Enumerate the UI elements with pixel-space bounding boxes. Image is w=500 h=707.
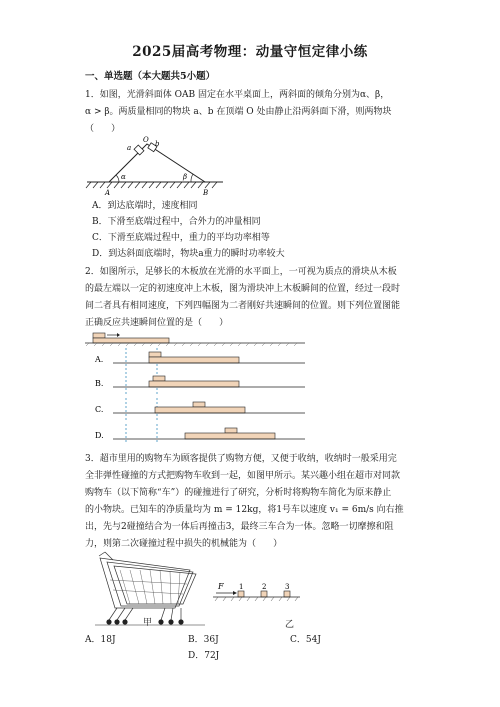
q3-option-a[interactable]: A．18J <box>85 635 116 645</box>
q2-text-line3: 间二者具有相同速度，下列四幅图为二者刚好共速瞬间的位置。则下列位置图能 <box>85 301 401 311</box>
q2-option-a-diagram[interactable] <box>94 348 305 370</box>
q1-option-d[interactable]: D．到达斜面底端时，物块a重力的瞬时功率较大 <box>92 249 285 259</box>
q3-text-line1: 3．超市里用的购物车为顾客提供了购物方便，又便于收纳，收纳时一般采用完 <box>85 454 397 464</box>
q1-option-a[interactable]: A．到达底端时，速度相同 <box>92 201 198 211</box>
q3-text-line6: 力，则第二次碰撞过程中损失的机械能为（ ） <box>85 539 283 549</box>
q2-text-line4: 正确反应共速瞬间位置的是（ ） <box>85 318 229 328</box>
block-3-label: 3 <box>285 583 290 591</box>
q2-label-b: B. <box>95 379 104 388</box>
q1-text-line2: α > β。两质量相同的物块 a、b 在顶端 O 处由静止沿两斜面下滑，则两物块 <box>85 107 392 117</box>
label-b: b <box>155 140 160 148</box>
block-2-label: 2 <box>262 583 267 591</box>
label-beta: β <box>183 173 188 181</box>
q2-label-d: D. <box>95 431 104 440</box>
q1-option-c[interactable]: C．下滑至底端过程中，重力的平均功率相等 <box>92 233 270 243</box>
block-a <box>134 145 144 155</box>
label-B: B <box>203 189 209 197</box>
figure-yi-label: 乙 <box>285 620 295 630</box>
q2-option-d-diagram[interactable] <box>95 424 305 444</box>
q1-option-b[interactable]: B．下滑至底端过程中，合外力的冲量相同 <box>92 217 261 227</box>
q2-initial-diagram <box>85 333 305 346</box>
block-1-label: 1 <box>239 583 244 591</box>
q3-option-d[interactable]: D．72J <box>188 651 220 661</box>
block-1 <box>238 591 244 597</box>
q3-option-b[interactable]: B．36J <box>188 635 219 645</box>
q3-text-line4: 的小物块。已知车的净质量均为 m = 12kg，将1号车以速度 v₁ = 6m/s 向右推 <box>85 505 404 515</box>
q1-text-line3: （ ） <box>85 124 121 134</box>
blocks-figure <box>208 578 303 608</box>
block-3 <box>284 591 290 597</box>
label-a: a <box>127 144 132 152</box>
q2-label-a: A. <box>95 355 104 364</box>
page-title: 2025届高考物理：动量守恒定律小练 <box>132 44 368 60</box>
label-alpha: α <box>121 173 126 181</box>
q3-text-line5: 出，先与2碰撞结合为一体后再撞击3，最终三车合为一体。忽略一切摩擦和阻 <box>85 522 394 532</box>
q2-text-line1: 2．如图所示，足够长的木板放在光滑的水平面上，一可视为质点的滑块从木板 <box>85 267 397 277</box>
q2-option-c-diagram[interactable] <box>95 398 305 420</box>
figure-jia-label: 甲 <box>143 618 153 628</box>
table-surface <box>86 182 223 188</box>
label-o: O <box>143 136 149 144</box>
q1-incline-figure <box>85 136 225 198</box>
label-A: A <box>105 189 111 197</box>
block-2 <box>261 591 267 597</box>
force-label: F <box>218 582 224 591</box>
q3-text-line2: 全非弹性碰撞的方式把购物车收到一起，如图甲所示。某兴趣小组在超市对同款 <box>85 471 401 481</box>
q2-label-c: C. <box>95 405 104 414</box>
q1-text-line1: 1．如图，光滑斜面体 OAB 固定在水平桌面上，两斜面的倾角分别为α、β， <box>85 90 390 100</box>
q3-text-line3: 购物车（以下简称“车”）的碰撞进行了研究，分析时将购物车简化为原来静止 <box>85 488 392 498</box>
q2-figures <box>85 326 315 446</box>
section-heading: 一、单选题（本大题共5小题） <box>85 71 216 82</box>
q2-option-b-diagram[interactable] <box>95 372 305 394</box>
q2-text-line2: 的最左端以一定的初速度冲上木板，图为滑块冲上木板瞬间的位置，经过一段时 <box>85 284 401 294</box>
q3-option-c[interactable]: C．54J <box>290 635 321 645</box>
